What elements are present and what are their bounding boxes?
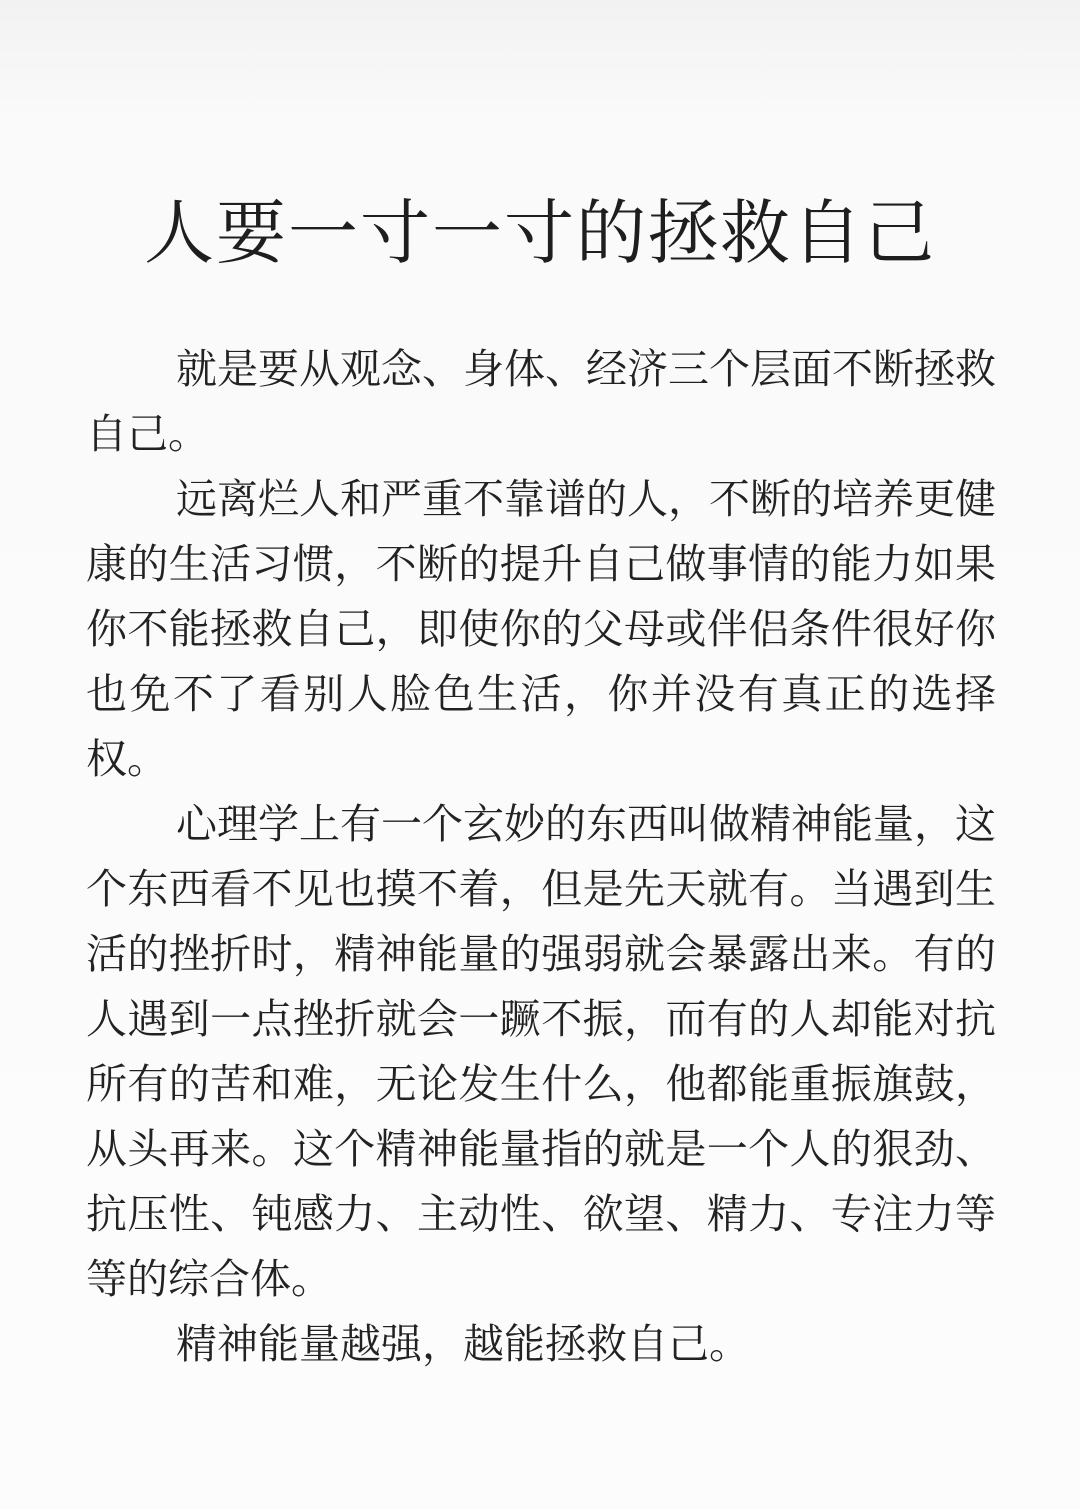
article-title: 人要一寸一寸的拯救自己 [144, 192, 936, 274]
article-body [86, 337, 996, 1377]
paragraph-4: 精神能量越强，越能拯救自己。 [176, 1320, 750, 1368]
paragraph-2: 远离烂人和严重不靠谱的人，不断的培养更健康的生活习惯，不断的提升自己做事情的能力如果你不能拯救自己，即使你的父母或伴侣条件很好你也免不了看别人脸色生活，你并没有真正的选择权。 [86, 475, 996, 783]
paragraph-3: 心理学上有一个玄妙的东西叫做精神能量，这个东西看不见也摸不着，但是先天就有。当遇到生活的挫折时，精神能量的强弱就会暴露出来。有的人遇到一点挫折就会一蹶不振，而有的人却能对抗所有的苦和难，无论发生什么，他都能重振旗鼓，从头再来。这个精神能量指的就是一个人的狠劲、抗压性、钝感力、主动性、欲望、精力、专注力等等的综合体。 [86, 800, 996, 1303]
paragraph-1: 就是要从观念、身体、经济三个层面不断拯救自己。 [86, 345, 996, 458]
